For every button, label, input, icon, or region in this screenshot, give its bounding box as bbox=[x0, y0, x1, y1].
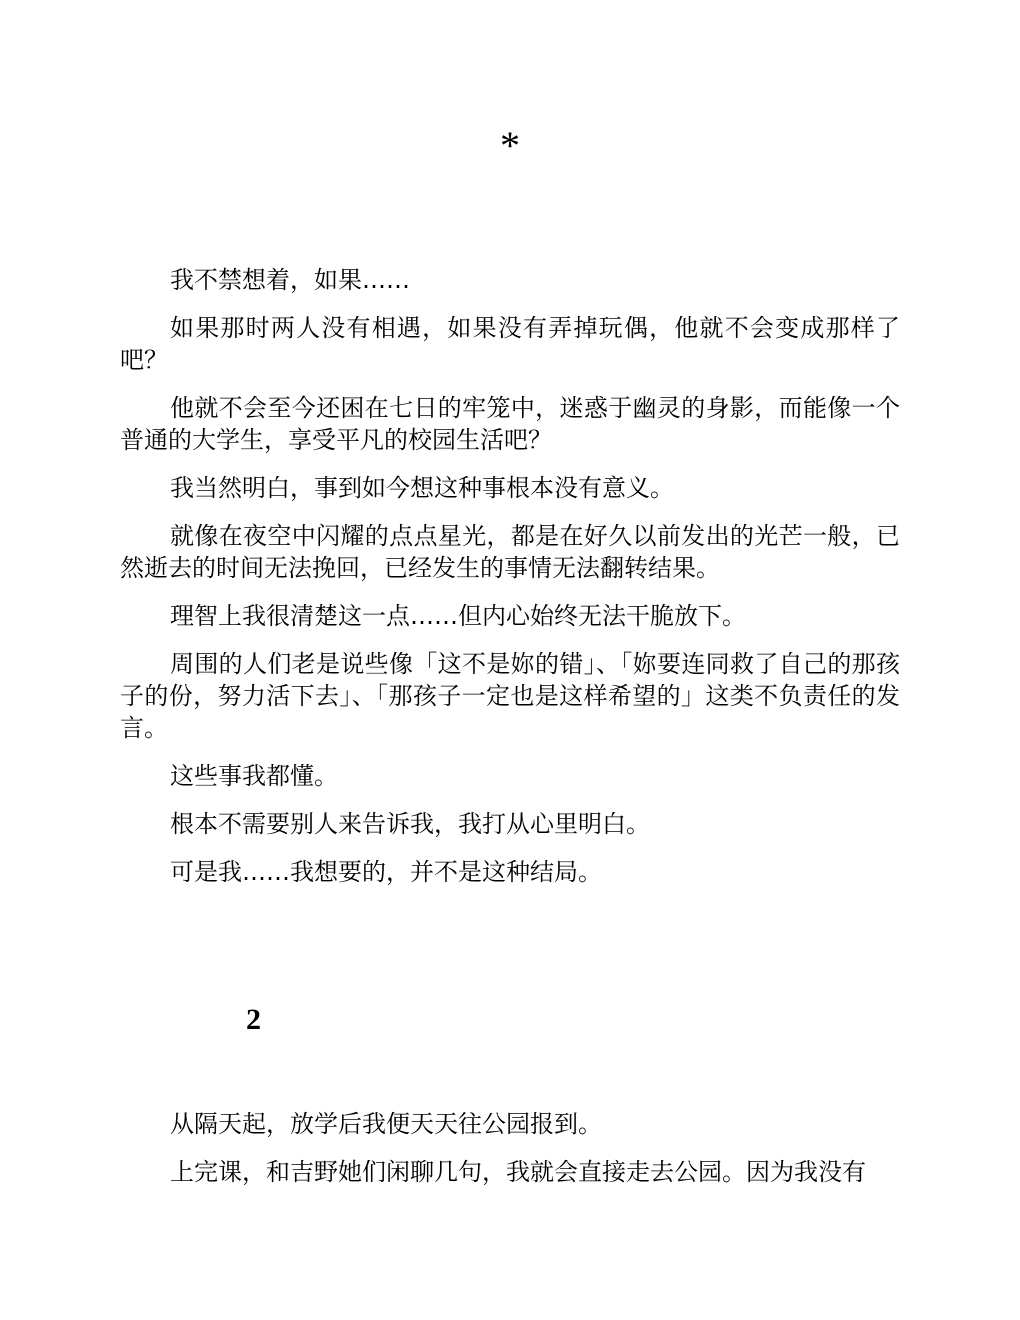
text-block-after-section bbox=[120, 1108, 900, 1204]
paragraph: 理智上我很清楚这一点……但内心始终无法干脆放下。 bbox=[170, 602, 746, 630]
text-block-before-section bbox=[120, 264, 900, 904]
paragraph: 如果那时两人没有相遇，如果没有弄掉玩偶，他就不会变成那样了吧？ bbox=[120, 314, 900, 374]
section-heading-number: 2 bbox=[246, 1003, 261, 1036]
paragraph: 我当然明白，事到如今想这种事根本没有意义。 bbox=[170, 474, 674, 502]
paragraph: 周围的人们老是说些像「这不是妳的错」、「妳要连同救了自己的那孩子的份，努力活下去」、「那孩子一定也是这样希望的」这类不负责任的发言。 bbox=[120, 650, 900, 742]
scene-break-asterisk: * bbox=[500, 123, 520, 168]
paragraph: 我不禁想着，如果…… bbox=[170, 266, 410, 294]
paragraph: 可是我……我想要的，并不是这种结局。 bbox=[170, 858, 602, 886]
paragraph: 上完课，和吉野她们闲聊几句，我就会直接走去公园。因为我没有 bbox=[170, 1158, 866, 1186]
paragraph: 从隔天起，放学后我便天天往公园报到。 bbox=[170, 1110, 602, 1138]
paragraph: 这些事我都懂。 bbox=[170, 762, 338, 790]
paragraph: 根本不需要别人来告诉我，我打从心里明白。 bbox=[170, 810, 650, 838]
paragraph: 他就不会至今还困在七日的牢笼中，迷惑于幽灵的身影，而能像一个普通的大学生，享受平凡的校园生活吧？ bbox=[120, 394, 900, 454]
paragraph: 就像在夜空中闪耀的点点星光，都是在好久以前发出的光芒一般，已然逝去的时间无法挽回，已经发生的事情无法翻转结果。 bbox=[120, 522, 900, 582]
